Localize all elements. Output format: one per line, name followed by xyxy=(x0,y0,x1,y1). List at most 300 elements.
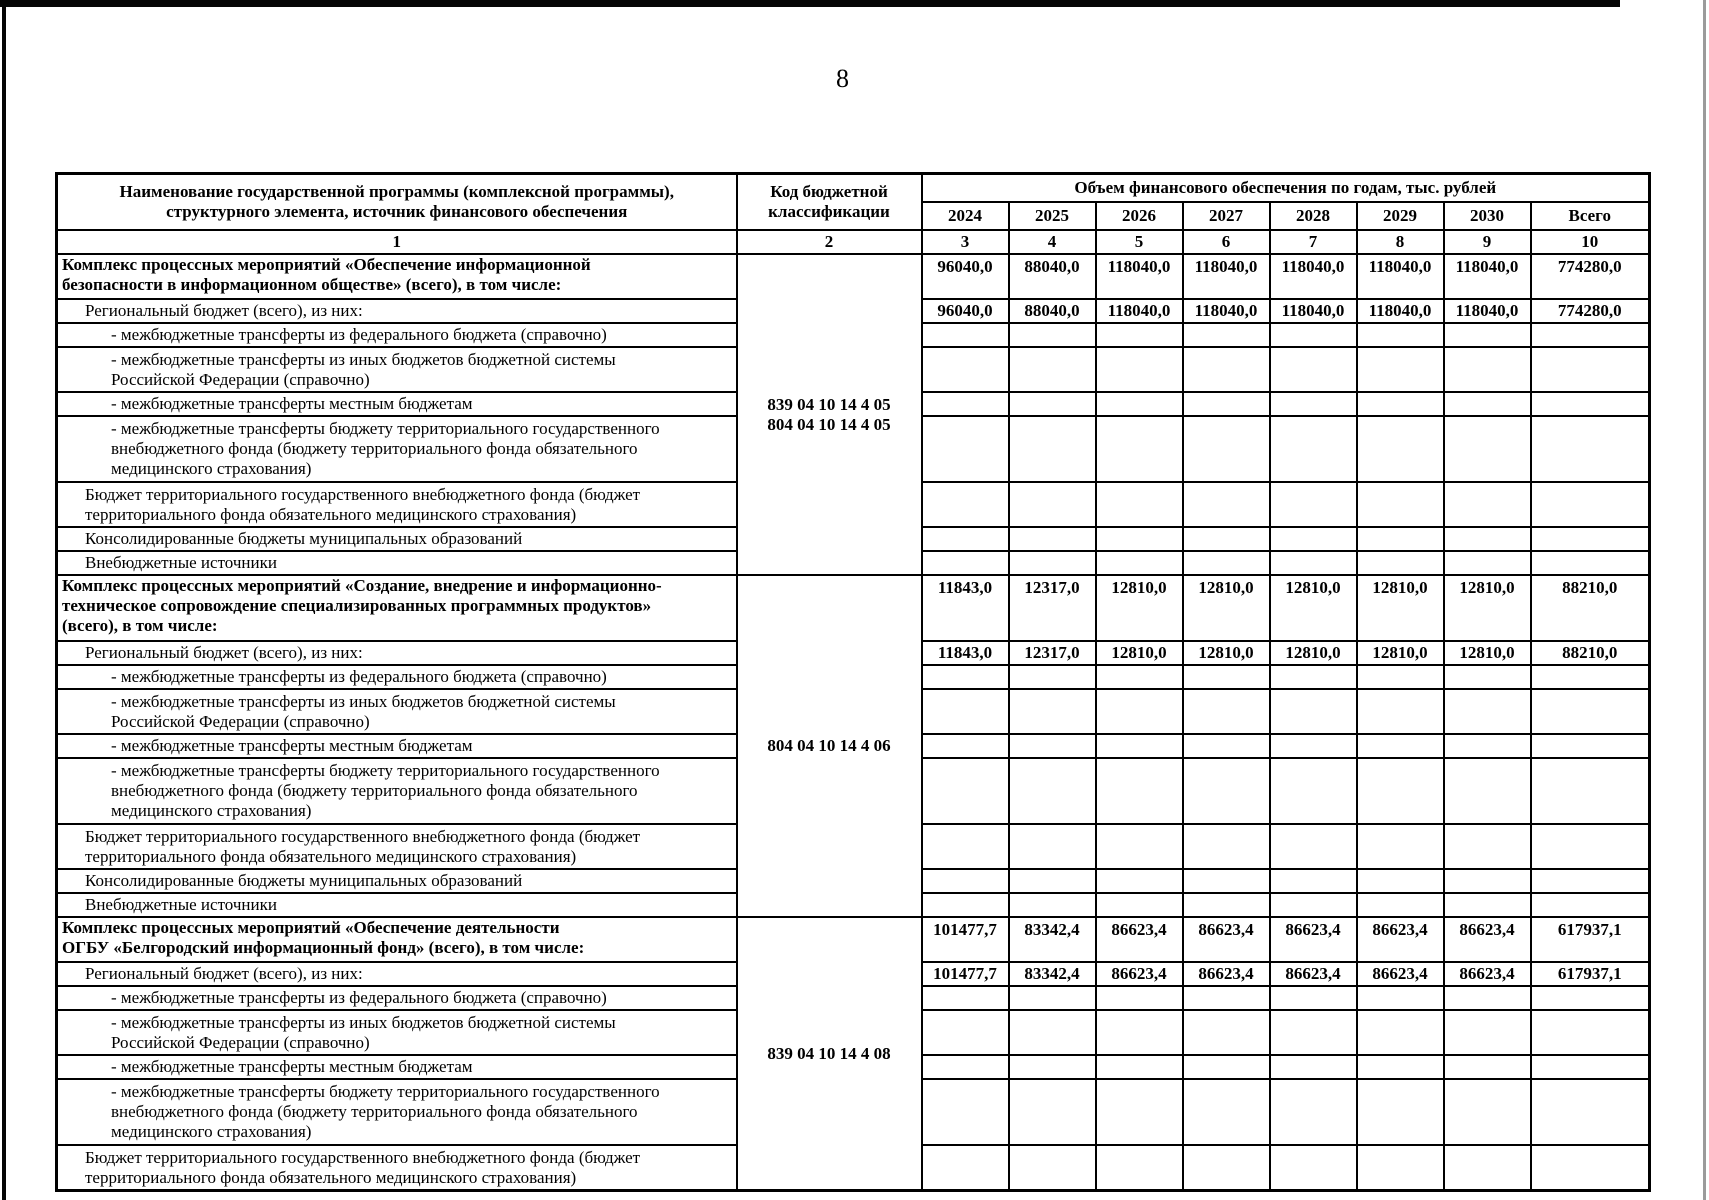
empty-value-cell xyxy=(1531,986,1650,1010)
column-header-program-name xyxy=(57,174,737,231)
text-line: Бюджет территориального государственного внебюджетного фонда (бюджет xyxy=(85,484,641,504)
text-line: Бюджет территориального государственного внебюджетного фонда (бюджет xyxy=(85,826,641,846)
text-line: - межбюджетные трансферты местным бюджетам xyxy=(111,394,473,413)
empty-value-cell xyxy=(1009,1055,1096,1079)
empty-value-cell xyxy=(1270,665,1357,689)
empty-value-cell xyxy=(1357,323,1444,347)
empty-value-cell xyxy=(1444,986,1531,1010)
year-column-2025: 2025 xyxy=(1009,202,1096,230)
empty-value-cell xyxy=(1444,551,1531,575)
funding-source-cell xyxy=(57,869,737,893)
empty-value-cell xyxy=(1183,551,1270,575)
empty-value-cell xyxy=(1183,986,1270,1010)
empty-value-cell xyxy=(1357,665,1444,689)
value-cell: 101477,7 xyxy=(922,917,1009,962)
value-cell: 11843,0 xyxy=(922,575,1009,641)
empty-value-cell xyxy=(1270,986,1357,1010)
empty-value-cell xyxy=(922,482,1009,527)
empty-value-cell xyxy=(1183,869,1270,893)
text-line: территориального фонда обязательного медицинского страхования) xyxy=(85,1167,577,1187)
empty-value-cell xyxy=(1444,347,1531,392)
empty-value-cell xyxy=(1531,551,1650,575)
empty-value-cell xyxy=(1096,665,1183,689)
empty-value-cell xyxy=(1444,1079,1531,1145)
empty-value-cell xyxy=(1444,824,1531,869)
text-line: 804 04 10 14 4 06 xyxy=(767,736,891,755)
funding-source-cell xyxy=(57,416,737,482)
empty-value-cell xyxy=(922,392,1009,416)
budget-code-cell xyxy=(737,575,922,917)
empty-value-cell xyxy=(922,1055,1009,1079)
empty-value-cell xyxy=(1531,527,1650,551)
value-cell: 11843,0 xyxy=(922,641,1009,665)
text-line: - межбюджетные трансферты из иных бюджетов бюджетной системы xyxy=(111,349,616,369)
empty-value-cell xyxy=(1183,1145,1270,1191)
empty-value-cell xyxy=(1009,869,1096,893)
value-cell: 12810,0 xyxy=(1357,575,1444,641)
empty-value-cell xyxy=(1531,734,1650,758)
empty-value-cell xyxy=(922,869,1009,893)
empty-value-cell xyxy=(1009,1079,1096,1145)
funding-source-cell xyxy=(57,758,737,824)
empty-value-cell xyxy=(1531,869,1650,893)
text-line: ОГБУ «Белгородский информационный фонд» (всего), в том числе: xyxy=(62,938,585,957)
text-line: территориального фонда обязательного медицинского страхования) xyxy=(85,846,577,866)
empty-value-cell xyxy=(1357,527,1444,551)
empty-value-cell xyxy=(1183,758,1270,824)
empty-value-cell xyxy=(1270,758,1357,824)
empty-value-cell xyxy=(1096,869,1183,893)
value-cell: 86623,4 xyxy=(1270,962,1357,986)
text-line: медицинского страхования) xyxy=(111,459,312,478)
text-line: - межбюджетные трансферты бюджету территориального государственного xyxy=(111,1082,660,1101)
text-line: Внебюджетные источники xyxy=(85,895,277,914)
year-column-2026: 2026 xyxy=(1096,202,1183,230)
funding-source-cell xyxy=(57,1010,737,1055)
funding-source-cell xyxy=(57,641,737,665)
text-line: Региональный бюджет (всего), из них: xyxy=(85,964,363,983)
value-cell: 118040,0 xyxy=(1183,254,1270,299)
program-name-cell xyxy=(57,254,737,299)
value-cell: 86623,4 xyxy=(1096,917,1183,962)
value-cell: 118040,0 xyxy=(1096,254,1183,299)
empty-value-cell xyxy=(1183,347,1270,392)
empty-value-cell xyxy=(922,824,1009,869)
value-cell: 88040,0 xyxy=(1009,299,1096,323)
budget-code-cell xyxy=(737,254,922,575)
text-line: Бюджет территориального государственного внебюджетного фонда (бюджет xyxy=(85,1147,641,1167)
empty-value-cell xyxy=(1357,392,1444,416)
empty-value-cell xyxy=(1096,416,1183,482)
empty-value-cell xyxy=(922,689,1009,734)
value-cell: 12810,0 xyxy=(1183,575,1270,641)
empty-value-cell xyxy=(922,893,1009,917)
empty-value-cell xyxy=(1183,734,1270,758)
text-line: - межбюджетные трансферты из федерального бюджета (справочно) xyxy=(111,325,607,344)
empty-value-cell xyxy=(922,416,1009,482)
empty-value-cell xyxy=(1009,323,1096,347)
empty-value-cell xyxy=(1531,893,1650,917)
value-cell: 617937,1 xyxy=(1531,917,1650,962)
empty-value-cell xyxy=(1183,392,1270,416)
text-line: - межбюджетные трансферты из иных бюджетов бюджетной системы xyxy=(111,1012,616,1032)
value-cell: 86623,4 xyxy=(1357,917,1444,962)
value-cell: 118040,0 xyxy=(1357,254,1444,299)
empty-value-cell xyxy=(1096,1010,1183,1055)
empty-value-cell xyxy=(1444,416,1531,482)
empty-value-cell xyxy=(1183,527,1270,551)
empty-value-cell xyxy=(1183,416,1270,482)
empty-value-cell xyxy=(1531,1079,1650,1145)
empty-value-cell xyxy=(1357,689,1444,734)
funding-source-cell xyxy=(57,551,737,575)
empty-value-cell xyxy=(1183,1079,1270,1145)
empty-value-cell xyxy=(1444,527,1531,551)
empty-value-cell xyxy=(922,1079,1009,1145)
text-line: - межбюджетные трансферты из иных бюджетов бюджетной системы xyxy=(111,691,616,711)
empty-value-cell xyxy=(1183,1055,1270,1079)
value-cell: 96040,0 xyxy=(922,299,1009,323)
empty-value-cell xyxy=(1096,986,1183,1010)
empty-value-cell xyxy=(1270,689,1357,734)
value-cell: 12810,0 xyxy=(1357,641,1444,665)
empty-value-cell xyxy=(922,551,1009,575)
text-line: территориального фонда обязательного медицинского страхования) xyxy=(85,504,577,524)
empty-value-cell xyxy=(1096,347,1183,392)
value-cell: 86623,4 xyxy=(1096,962,1183,986)
empty-value-cell xyxy=(1444,1010,1531,1055)
finance-table xyxy=(55,172,1651,1192)
text-line: - межбюджетные трансферты из федерального бюджета (справочно) xyxy=(111,667,607,686)
funding-source-cell xyxy=(57,962,737,986)
empty-value-cell xyxy=(1096,734,1183,758)
empty-value-cell xyxy=(1096,323,1183,347)
empty-value-cell xyxy=(1531,392,1650,416)
column-index: 9 xyxy=(1444,230,1531,254)
column-index: 10 xyxy=(1531,230,1650,254)
empty-value-cell xyxy=(922,527,1009,551)
empty-value-cell xyxy=(1357,416,1444,482)
value-cell: 774280,0 xyxy=(1531,254,1650,299)
text-line: (всего), в том числе: xyxy=(62,616,218,635)
header-row-indexes xyxy=(57,230,1650,254)
value-cell: 83342,4 xyxy=(1009,917,1096,962)
empty-value-cell xyxy=(1270,482,1357,527)
text-line: Консолидированные бюджеты муниципальных образований xyxy=(85,529,523,548)
text-line: 839 04 10 14 4 08 xyxy=(767,1043,891,1063)
group-title-row xyxy=(57,254,1650,299)
value-cell: 118040,0 xyxy=(1183,299,1270,323)
funding-source-cell xyxy=(57,1145,737,1191)
text-line: - межбюджетные трансферты из федерального бюджета (справочно) xyxy=(111,988,607,1007)
empty-value-cell xyxy=(1096,1055,1183,1079)
empty-value-cell xyxy=(1357,1145,1444,1191)
text-line: - межбюджетные трансферты местным бюджетам xyxy=(111,1057,473,1076)
empty-value-cell xyxy=(1444,689,1531,734)
value-cell: 118040,0 xyxy=(1444,254,1531,299)
value-cell: 118040,0 xyxy=(1357,299,1444,323)
page-number: 8 xyxy=(836,64,849,93)
text-line: Комплекс процессных мероприятий «Обеспечение информационной xyxy=(62,255,591,274)
empty-value-cell xyxy=(1444,392,1531,416)
text-line: Региональный бюджет (всего), из них: xyxy=(85,643,363,662)
empty-value-cell xyxy=(1270,824,1357,869)
value-cell: 83342,4 xyxy=(1009,962,1096,986)
column-index: 5 xyxy=(1096,230,1183,254)
empty-value-cell xyxy=(1009,824,1096,869)
empty-value-cell xyxy=(1270,416,1357,482)
text-line: 804 04 10 14 4 05 xyxy=(767,414,891,434)
value-cell: 88210,0 xyxy=(1531,575,1650,641)
empty-value-cell xyxy=(922,758,1009,824)
empty-value-cell xyxy=(1009,482,1096,527)
value-cell: 86623,4 xyxy=(1270,917,1357,962)
empty-value-cell xyxy=(1531,665,1650,689)
text-line: Консолидированные бюджеты муниципальных образований xyxy=(85,871,523,890)
empty-value-cell xyxy=(1357,1010,1444,1055)
value-cell: 118040,0 xyxy=(1270,254,1357,299)
value-cell: 86623,4 xyxy=(1444,962,1531,986)
empty-value-cell xyxy=(1357,758,1444,824)
empty-value-cell xyxy=(1009,416,1096,482)
empty-value-cell xyxy=(1357,1079,1444,1145)
header-row-titles xyxy=(57,174,1650,203)
funding-source-cell xyxy=(57,824,737,869)
table-header xyxy=(57,174,1650,255)
empty-value-cell xyxy=(1444,323,1531,347)
program-name-cell xyxy=(57,917,737,962)
empty-value-cell xyxy=(1096,689,1183,734)
table-body xyxy=(57,254,1650,1191)
text-line: - межбюджетные трансферты местным бюджетам xyxy=(111,736,473,755)
value-cell: 118040,0 xyxy=(1444,299,1531,323)
column-index: 3 xyxy=(922,230,1009,254)
value-cell: 86623,4 xyxy=(1357,962,1444,986)
empty-value-cell xyxy=(922,734,1009,758)
column-index: 8 xyxy=(1357,230,1444,254)
empty-value-cell xyxy=(1531,323,1650,347)
empty-value-cell xyxy=(1357,551,1444,575)
empty-value-cell xyxy=(1531,416,1650,482)
value-cell: 12810,0 xyxy=(1270,575,1357,641)
empty-value-cell xyxy=(1270,1079,1357,1145)
empty-value-cell xyxy=(1009,986,1096,1010)
text-line: Внебюджетные источники xyxy=(85,553,277,572)
text-line: Наименование государственной программы (комплексной программы), xyxy=(119,182,674,201)
funding-source-cell xyxy=(57,392,737,416)
text-line: Комплекс процессных мероприятий «Обеспечение деятельности xyxy=(62,918,560,937)
empty-value-cell xyxy=(1357,482,1444,527)
empty-value-cell xyxy=(1531,347,1650,392)
year-column-2029: 2029 xyxy=(1357,202,1444,230)
empty-value-cell xyxy=(1096,482,1183,527)
empty-value-cell xyxy=(1096,392,1183,416)
total-column: Всего xyxy=(1531,202,1650,230)
funding-source-cell xyxy=(57,347,737,392)
value-cell: 118040,0 xyxy=(1096,299,1183,323)
funding-source-cell xyxy=(57,482,737,527)
value-cell: 12810,0 xyxy=(1444,641,1531,665)
scan-border-left xyxy=(2,0,6,1200)
program-name-cell xyxy=(57,575,737,641)
empty-value-cell xyxy=(1444,869,1531,893)
empty-value-cell xyxy=(1270,1010,1357,1055)
empty-value-cell xyxy=(1444,758,1531,824)
value-cell: 12810,0 xyxy=(1270,641,1357,665)
empty-value-cell xyxy=(1183,1010,1270,1055)
empty-value-cell xyxy=(1270,323,1357,347)
empty-value-cell xyxy=(1096,893,1183,917)
empty-value-cell xyxy=(1531,689,1650,734)
empty-value-cell xyxy=(1531,1055,1650,1079)
text-line: безопасности в информационном обществе» (всего), в том числе: xyxy=(62,275,562,294)
column-index: 1 xyxy=(57,230,737,254)
empty-value-cell xyxy=(1531,824,1650,869)
value-cell: 12810,0 xyxy=(1183,641,1270,665)
year-column-2028: 2028 xyxy=(1270,202,1357,230)
funding-source-cell xyxy=(57,734,737,758)
funding-source-cell xyxy=(57,986,737,1010)
empty-value-cell xyxy=(1531,1145,1650,1191)
empty-value-cell xyxy=(1444,1145,1531,1191)
empty-value-cell xyxy=(1009,893,1096,917)
empty-value-cell xyxy=(1357,893,1444,917)
value-cell: 86623,4 xyxy=(1183,962,1270,986)
text-line: медицинского страхования) xyxy=(111,1122,312,1141)
year-column-2027: 2027 xyxy=(1183,202,1270,230)
empty-value-cell xyxy=(1270,734,1357,758)
empty-value-cell xyxy=(1009,347,1096,392)
empty-value-cell xyxy=(1357,347,1444,392)
empty-value-cell xyxy=(1531,1010,1650,1055)
empty-value-cell xyxy=(1096,758,1183,824)
funding-source-cell xyxy=(57,689,737,734)
empty-value-cell xyxy=(1531,758,1650,824)
year-column-2030: 2030 xyxy=(1444,202,1531,230)
empty-value-cell xyxy=(1096,551,1183,575)
empty-value-cell xyxy=(1357,986,1444,1010)
value-cell: 88210,0 xyxy=(1531,641,1650,665)
group-title-row xyxy=(57,917,1650,962)
empty-value-cell xyxy=(1444,665,1531,689)
empty-value-cell xyxy=(1270,551,1357,575)
empty-value-cell xyxy=(1009,758,1096,824)
empty-value-cell xyxy=(1444,893,1531,917)
empty-value-cell xyxy=(1009,392,1096,416)
value-cell: 96040,0 xyxy=(922,254,1009,299)
text-line: классификации xyxy=(768,202,890,221)
funding-source-cell xyxy=(57,1055,737,1079)
budget-code-cell xyxy=(737,917,922,1191)
empty-value-cell xyxy=(1270,1055,1357,1079)
scan-border-top xyxy=(0,0,1620,7)
empty-value-cell xyxy=(1183,665,1270,689)
text-line: техническое сопровождение специализированных программных продуктов» xyxy=(62,596,652,615)
empty-value-cell xyxy=(1096,1079,1183,1145)
empty-value-cell xyxy=(1009,551,1096,575)
empty-value-cell xyxy=(1270,893,1357,917)
empty-value-cell xyxy=(1270,527,1357,551)
empty-value-cell xyxy=(1096,527,1183,551)
empty-value-cell xyxy=(922,986,1009,1010)
text-line: внебюджетного фонда (бюджету территориального фонда обязательного xyxy=(111,781,638,800)
empty-value-cell xyxy=(1183,689,1270,734)
empty-value-cell xyxy=(1183,824,1270,869)
value-cell: 12810,0 xyxy=(1444,575,1531,641)
empty-value-cell xyxy=(1357,1055,1444,1079)
empty-value-cell xyxy=(1009,1145,1096,1191)
empty-value-cell xyxy=(1183,893,1270,917)
empty-value-cell xyxy=(922,665,1009,689)
text-line: внебюджетного фонда (бюджету территориального фонда обязательного xyxy=(111,439,638,458)
funding-source-cell xyxy=(57,527,737,551)
empty-value-cell xyxy=(922,1145,1009,1191)
text-line: внебюджетного фонда (бюджету территориального фонда обязательного xyxy=(111,1102,638,1121)
value-cell: 86623,4 xyxy=(1183,917,1270,962)
column-index: 6 xyxy=(1183,230,1270,254)
text-line: - межбюджетные трансферты бюджету территориального государственного xyxy=(111,761,660,780)
empty-value-cell xyxy=(1357,734,1444,758)
empty-value-cell xyxy=(1009,734,1096,758)
column-header-budget-code xyxy=(737,174,922,231)
empty-value-cell xyxy=(922,323,1009,347)
funding-source-cell xyxy=(57,893,737,917)
funding-source-cell xyxy=(57,323,737,347)
text-line: Код бюджетной xyxy=(770,182,888,201)
text-line: - межбюджетные трансферты бюджету территориального государственного xyxy=(111,419,660,438)
value-cell: 118040,0 xyxy=(1270,299,1357,323)
value-cell: 88040,0 xyxy=(1009,254,1096,299)
value-cell: 12810,0 xyxy=(1096,641,1183,665)
empty-value-cell xyxy=(1270,347,1357,392)
empty-value-cell xyxy=(1096,824,1183,869)
empty-value-cell xyxy=(1183,323,1270,347)
empty-value-cell xyxy=(1444,1055,1531,1079)
empty-value-cell xyxy=(1270,869,1357,893)
empty-value-cell xyxy=(1444,734,1531,758)
column-header-volume-group: Объем финансового обеспечения по годам, тыс. рублей xyxy=(922,174,1650,203)
empty-value-cell xyxy=(1357,824,1444,869)
empty-value-cell xyxy=(1009,527,1096,551)
column-index: 7 xyxy=(1270,230,1357,254)
empty-value-cell xyxy=(922,347,1009,392)
funding-source-cell xyxy=(57,299,737,323)
value-cell: 774280,0 xyxy=(1531,299,1650,323)
empty-value-cell xyxy=(1096,1145,1183,1191)
empty-value-cell xyxy=(1270,392,1357,416)
empty-value-cell xyxy=(1270,1145,1357,1191)
funding-source-cell xyxy=(57,1079,737,1145)
value-cell: 101477,7 xyxy=(922,962,1009,986)
value-cell: 12810,0 xyxy=(1096,575,1183,641)
column-index: 4 xyxy=(1009,230,1096,254)
text-line: Региональный бюджет (всего), из них: xyxy=(85,301,363,320)
text-line: структурного элемента, источник финансового обеспечения xyxy=(166,202,628,221)
empty-value-cell xyxy=(1357,869,1444,893)
text-line: Российской Федерации (справочно) xyxy=(111,369,370,389)
value-cell: 12317,0 xyxy=(1009,575,1096,641)
text-line: Российской Федерации (справочно) xyxy=(111,711,370,731)
year-column-2024: 2024 xyxy=(922,202,1009,230)
text-line: медицинского страхования) xyxy=(111,801,312,820)
empty-value-cell xyxy=(1531,482,1650,527)
funding-source-cell xyxy=(57,665,737,689)
group-title-row xyxy=(57,575,1650,641)
empty-value-cell xyxy=(1009,665,1096,689)
text-line: 839 04 10 14 4 05 xyxy=(767,394,891,414)
value-cell: 12317,0 xyxy=(1009,641,1096,665)
empty-value-cell xyxy=(1444,482,1531,527)
